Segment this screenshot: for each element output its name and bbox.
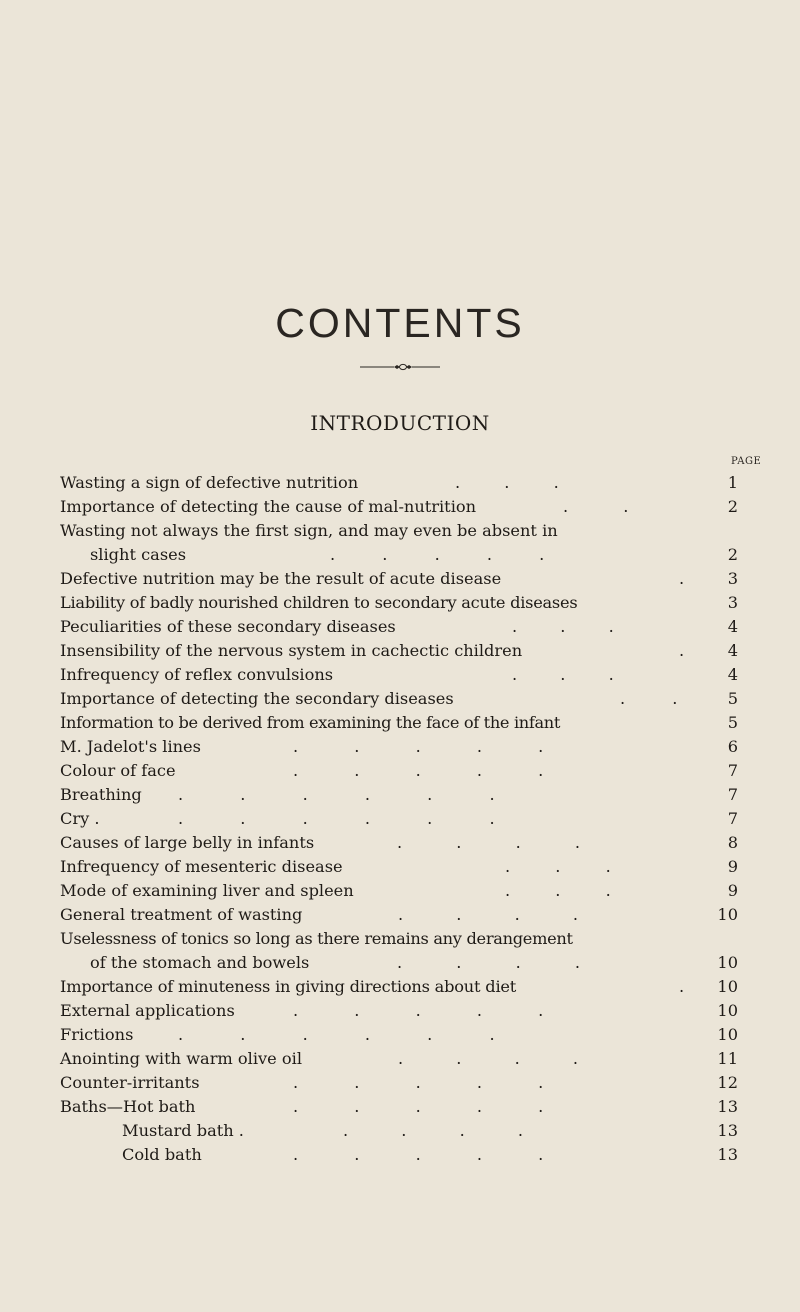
contents-entry (0, 591, 800, 615)
entry-title: Mustard bath . (122, 1121, 244, 1140)
entry-leader: . (679, 977, 685, 996)
entry-title: Causes of large belly in infants (60, 833, 315, 852)
contents-entry (0, 639, 800, 663)
contents-entry (0, 543, 800, 567)
entry-title: Insensibility of the nervous system in cachectic children (60, 641, 523, 660)
entry-page: 7 (727, 809, 738, 828)
contents-entry (0, 759, 800, 783)
entry-leader: . . . . . (293, 1145, 544, 1164)
entry-leader: . . (563, 497, 629, 516)
entry-page: 13 (717, 1097, 738, 1116)
entry-title: Wasting a sign of defective nutrition (60, 473, 359, 492)
entry-page: 7 (727, 785, 738, 804)
entry-title: Peculiarities of these secondary diseases (60, 617, 396, 636)
contents-entry (0, 471, 800, 495)
entry-page: 2 (727, 545, 738, 564)
entry-title: M. Jadelot's lines (60, 737, 201, 756)
contents-entry (0, 807, 800, 831)
entry-page: 10 (717, 977, 738, 996)
entry-page: 10 (717, 1001, 738, 1020)
entry-leader: . . . . . (293, 761, 544, 780)
entry-title: Counter-irritants (60, 1073, 200, 1092)
entry-page: 10 (717, 1025, 738, 1044)
contents-entry (0, 831, 800, 855)
page-title: CONTENTS (275, 300, 525, 346)
entry-title: Cold bath (122, 1145, 202, 1164)
entry-title: Liability of badly nourished children to secondary acute diseases (60, 593, 578, 612)
entry-leader: . . . . . (293, 1001, 544, 1020)
contents-entry (0, 519, 800, 543)
entry-page: 12 (717, 1073, 738, 1092)
entry-title: General treatment of wasting (60, 905, 303, 924)
entry-page: 3 (727, 569, 738, 588)
entry-page: 5 (727, 689, 738, 708)
contents-entry (0, 1023, 800, 1047)
contents-list (0, 471, 800, 1167)
entry-page: 4 (727, 665, 738, 684)
entry-leader: . . (620, 689, 678, 708)
contents-entry (0, 1119, 800, 1143)
entry-title: Cry . (60, 809, 100, 828)
entry-page: 13 (717, 1145, 738, 1164)
entry-title: Importance of detecting the cause of mal-nutrition (60, 497, 477, 516)
entry-title: slight cases (90, 545, 187, 564)
entry-page: 2 (727, 497, 738, 516)
contents-entry (0, 567, 800, 591)
contents-entry (0, 975, 800, 999)
entry-leader: . . . . . . (178, 1025, 495, 1044)
entry-title: Breathing (60, 785, 142, 804)
entry-leader: . . . (505, 881, 611, 900)
entry-title: Importance of minuteness in giving directions about diet (60, 977, 517, 996)
entry-title: Wasting not always the first sign, and may even be absent in (60, 521, 558, 540)
entry-leader: . . . . . (293, 737, 544, 756)
entry-leader: . (679, 569, 685, 588)
entry-leader: . . . . . . (178, 809, 495, 828)
entry-title: Anointing with warm olive oil (60, 1049, 302, 1068)
entry-title: Information to be derived from examining the face of the infant (60, 713, 561, 732)
contents-entry (0, 855, 800, 879)
contents-entry (0, 951, 800, 975)
contents-entry (0, 495, 800, 519)
page-column-label: PAGE (731, 456, 762, 467)
entry-leader: . . . . (397, 953, 581, 972)
entry-leader: . . . . . . (178, 785, 495, 804)
entry-page: 3 (727, 593, 738, 612)
entry-title: Importance of detecting the secondary diseases (60, 689, 454, 708)
contents-entry (0, 615, 800, 639)
entry-page: 4 (727, 617, 738, 636)
entry-title: Colour of face (60, 761, 176, 780)
entry-title: Mode of examining liver and spleen (60, 881, 354, 900)
entry-title: Uselessness of tonics so long as there remains any derangement (60, 929, 573, 948)
entry-page: 5 (727, 713, 738, 732)
entry-leader: . . . . (398, 1049, 579, 1068)
contents-entry (0, 1095, 800, 1119)
entry-title: Defective nutrition may be the result of acute disease (60, 569, 502, 588)
entry-leader: . . . . . (293, 1073, 544, 1092)
contents-entry (0, 687, 800, 711)
entry-title: Baths—Hot bath (60, 1097, 196, 1116)
entry-title: Infrequency of mesenteric disease (60, 857, 343, 876)
entry-leader: . . . . . (330, 545, 545, 564)
entry-leader: . . . . (397, 833, 581, 852)
entry-title: of the stomach and bowels (90, 953, 310, 972)
entry-page: 10 (717, 905, 738, 924)
entry-leader: . . . . . (293, 1097, 544, 1116)
contents-entry (0, 903, 800, 927)
contents-entry (0, 999, 800, 1023)
section-heading: INTRODUCTION (310, 411, 490, 435)
entry-title: Infrequency of reflex convulsions (60, 665, 334, 684)
contents-entry (0, 1143, 800, 1167)
contents-entry (0, 735, 800, 759)
ornament-divider (360, 362, 440, 372)
contents-entry (0, 927, 800, 951)
contents-entry (0, 783, 800, 807)
entry-leader: . . . (505, 857, 611, 876)
contents-entry (0, 1071, 800, 1095)
entry-page: 6 (727, 737, 738, 756)
contents-entry (0, 879, 800, 903)
contents-entry (0, 711, 800, 735)
entry-leader: . (679, 641, 685, 660)
entry-leader: . . . (512, 665, 614, 684)
contents-entry (0, 1047, 800, 1071)
entry-page: 7 (727, 761, 738, 780)
entry-page: 8 (727, 833, 738, 852)
entry-leader: . . . (512, 617, 614, 636)
entry-page: 9 (727, 857, 738, 876)
entry-title: External applications (60, 1001, 235, 1020)
entry-page: 1 (727, 473, 738, 492)
entry-page: 9 (727, 881, 738, 900)
entry-leader: . . . . (398, 905, 579, 924)
entry-page: 10 (717, 953, 738, 972)
entry-page: 11 (717, 1049, 738, 1068)
entry-title: Frictions (60, 1025, 134, 1044)
entry-page: 4 (727, 641, 738, 660)
entry-leader: . . . . (343, 1121, 524, 1140)
entry-page: 13 (717, 1121, 738, 1140)
contents-entry (0, 663, 800, 687)
entry-leader: . . . (455, 473, 559, 492)
